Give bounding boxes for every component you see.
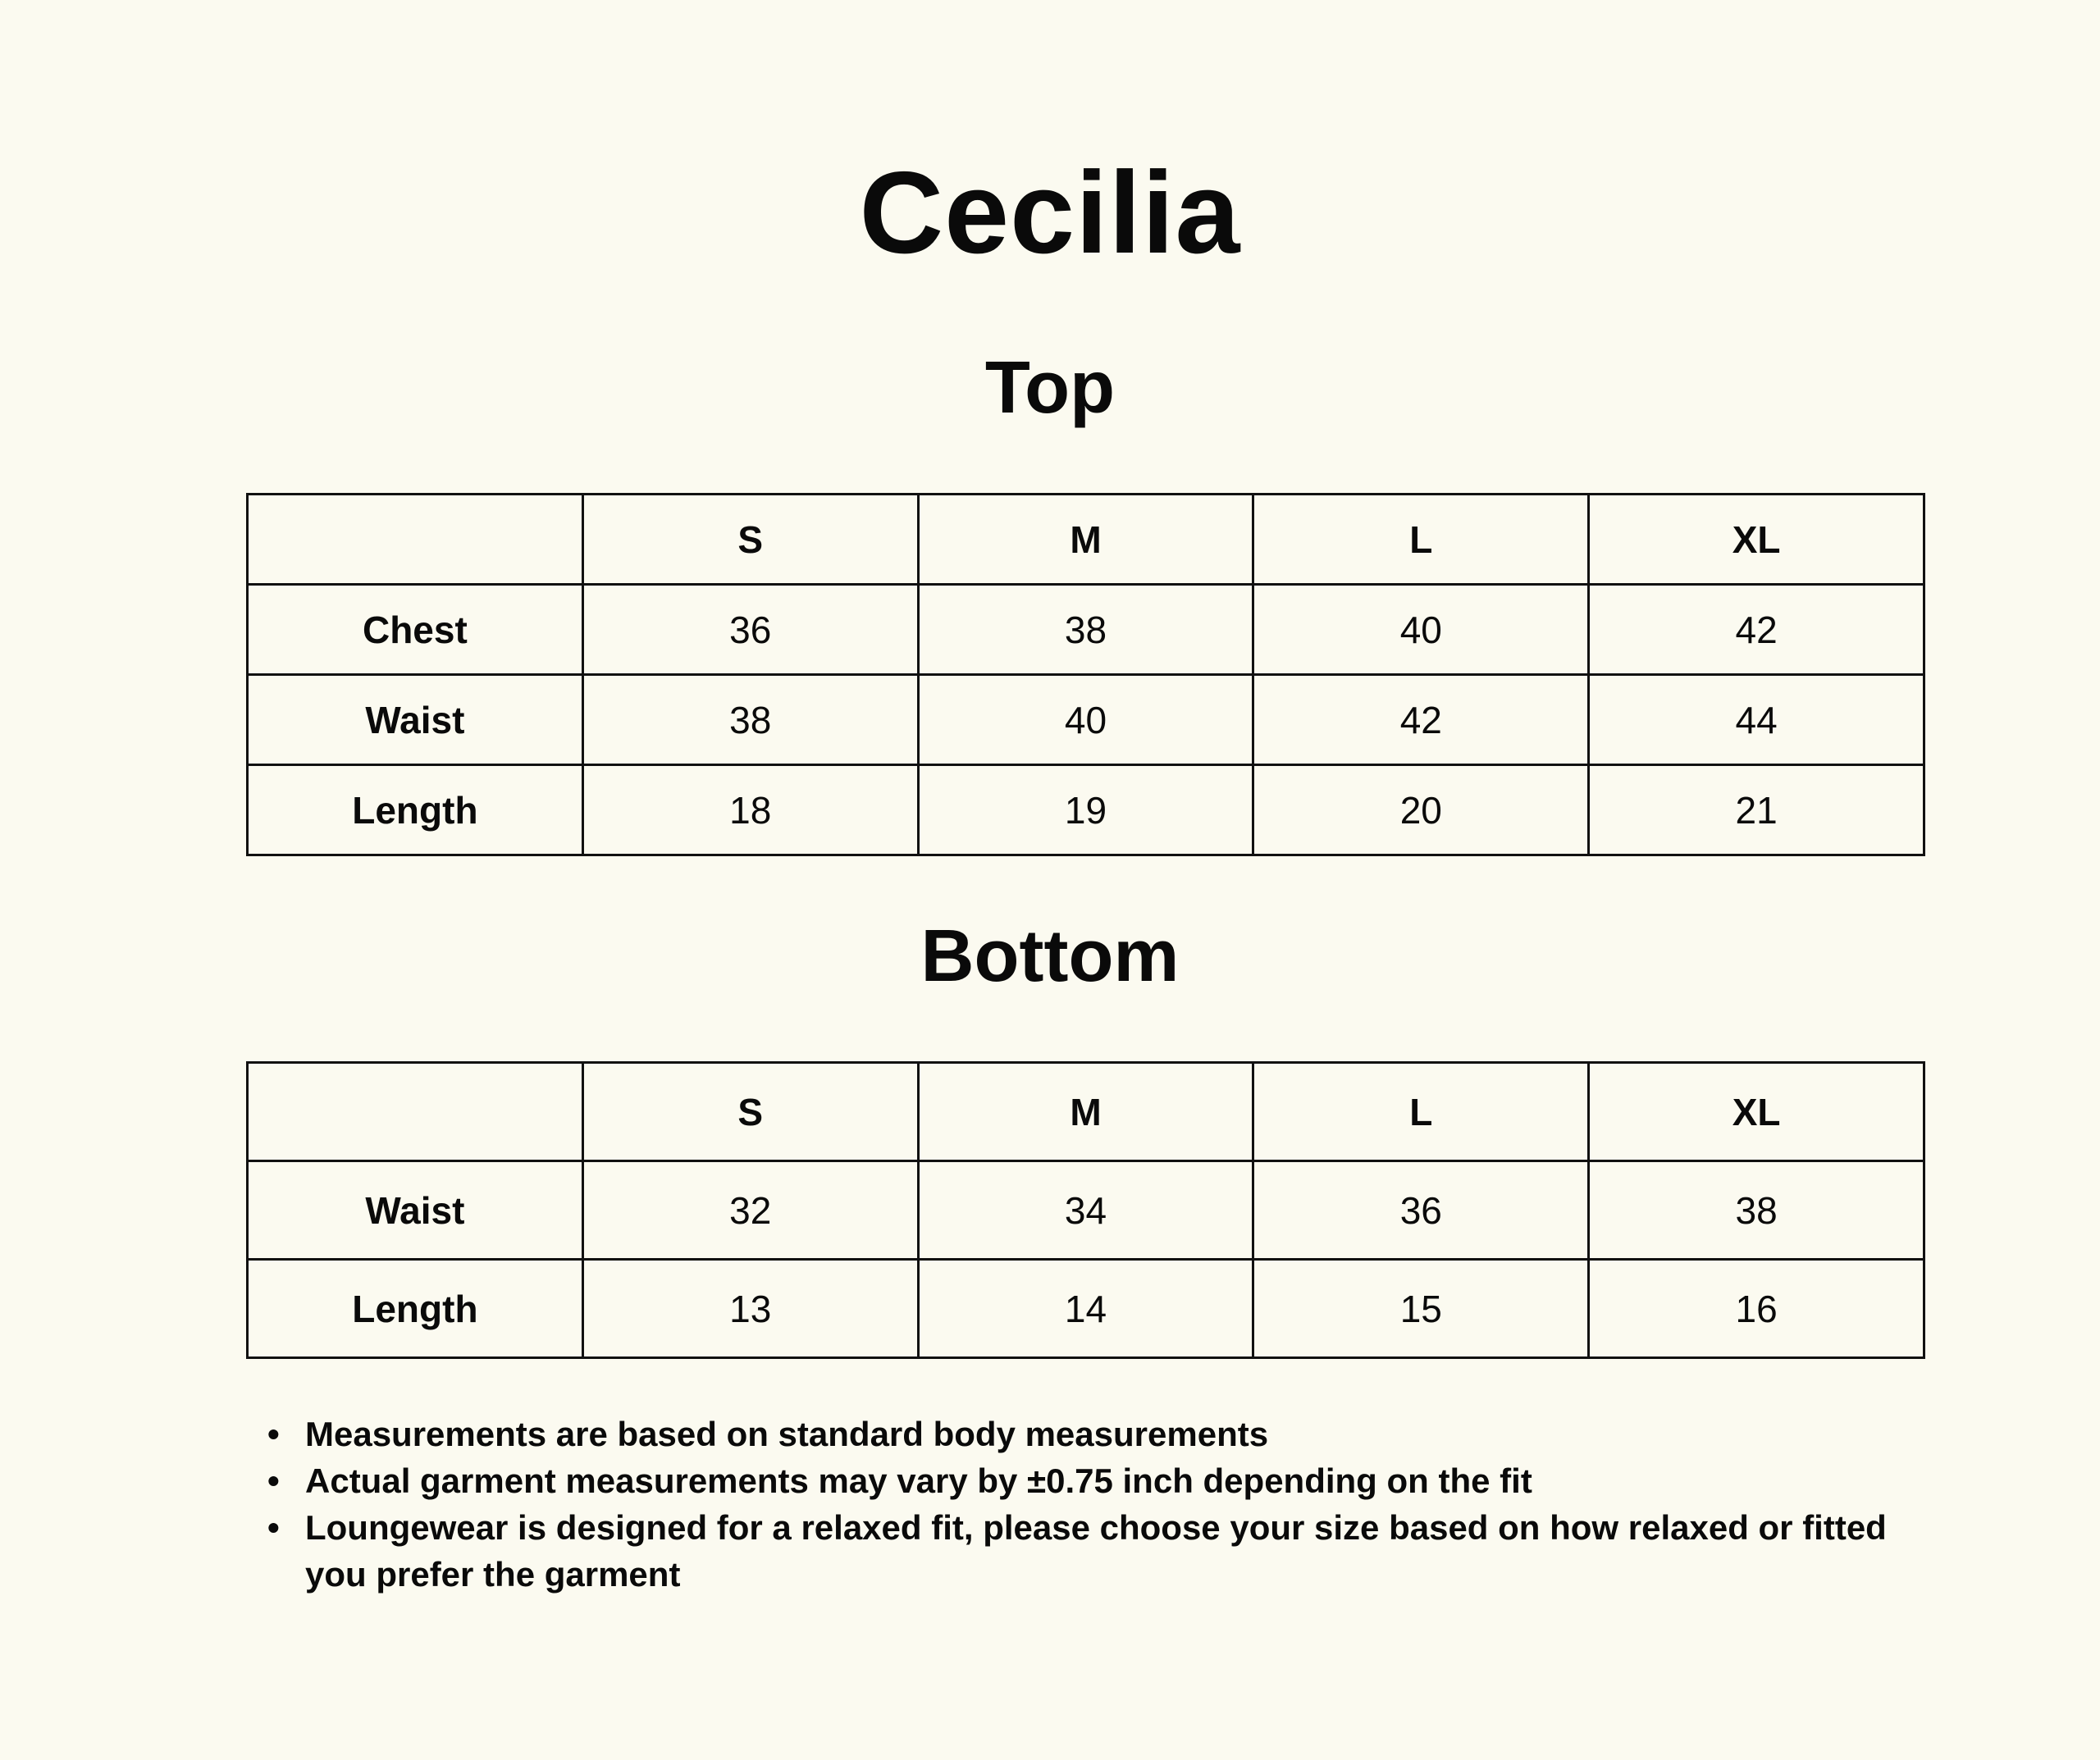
table-cell: 44 xyxy=(1589,675,1924,765)
table-cell: 21 xyxy=(1589,765,1924,855)
size-header-xl: XL xyxy=(1589,1063,1924,1161)
table-header-row xyxy=(248,495,1924,585)
table-cell: 38 xyxy=(918,585,1253,675)
table-cell: 16 xyxy=(1589,1260,1924,1358)
row-label-chest: Chest xyxy=(248,585,583,675)
table-header-row xyxy=(248,1063,1924,1161)
table-cell: 42 xyxy=(1589,585,1924,675)
row-label-length: Length xyxy=(248,1260,583,1358)
row-label-waist: Waist xyxy=(248,675,583,765)
bottom-size-table xyxy=(246,1061,1925,1359)
top-section-title: Top xyxy=(984,347,1116,429)
table-row xyxy=(248,765,1924,855)
table-row xyxy=(248,675,1924,765)
table-cell: 19 xyxy=(918,765,1253,855)
note-text: Actual garment measurements may vary by ±0.75 inch depending on the fit xyxy=(305,1461,1532,1500)
note-text: Measurements are based on standard body measurements xyxy=(305,1415,1269,1453)
size-header-m: M xyxy=(918,1063,1253,1161)
corner-cell xyxy=(248,495,583,585)
table-cell: 32 xyxy=(582,1161,918,1260)
page-title: Cecilia xyxy=(859,148,1241,278)
top-size-table xyxy=(246,493,1925,856)
corner-cell xyxy=(248,1063,583,1161)
bottom-section-title: Bottom xyxy=(920,915,1180,997)
table-cell: 14 xyxy=(918,1260,1253,1358)
note-item xyxy=(262,1457,1936,1504)
note-item xyxy=(262,1411,1936,1457)
note-item xyxy=(262,1504,1936,1598)
table-cell: 13 xyxy=(582,1260,918,1358)
table-row xyxy=(248,585,1924,675)
size-header-m: M xyxy=(918,495,1253,585)
size-header-l: L xyxy=(1253,1063,1589,1161)
row-label-length: Length xyxy=(248,765,583,855)
table-row xyxy=(248,1161,1924,1260)
table-cell: 36 xyxy=(582,585,918,675)
table-cell: 38 xyxy=(1589,1161,1924,1260)
table-cell: 20 xyxy=(1253,765,1589,855)
bullet-icon: • xyxy=(267,1415,280,1453)
size-header-l: L xyxy=(1253,495,1589,585)
size-header-xl: XL xyxy=(1589,495,1924,585)
size-header-s: S xyxy=(582,495,918,585)
table-cell: 40 xyxy=(918,675,1253,765)
bullet-icon: • xyxy=(267,1461,280,1500)
table-cell: 18 xyxy=(582,765,918,855)
table-cell: 42 xyxy=(1253,675,1589,765)
table-cell: 38 xyxy=(582,675,918,765)
table-cell: 40 xyxy=(1253,585,1589,675)
table-row xyxy=(248,1260,1924,1358)
bullet-icon: • xyxy=(267,1508,280,1547)
row-label-waist: Waist xyxy=(248,1161,583,1260)
table-cell: 15 xyxy=(1253,1260,1589,1358)
notes-list xyxy=(262,1411,1936,1598)
table-cell: 34 xyxy=(918,1161,1253,1260)
table-cell: 36 xyxy=(1253,1161,1589,1260)
note-text: Loungewear is designed for a relaxed fit, please choose your size based on how relaxed or fitted you prefer the garment xyxy=(305,1508,1887,1594)
size-header-s: S xyxy=(582,1063,918,1161)
